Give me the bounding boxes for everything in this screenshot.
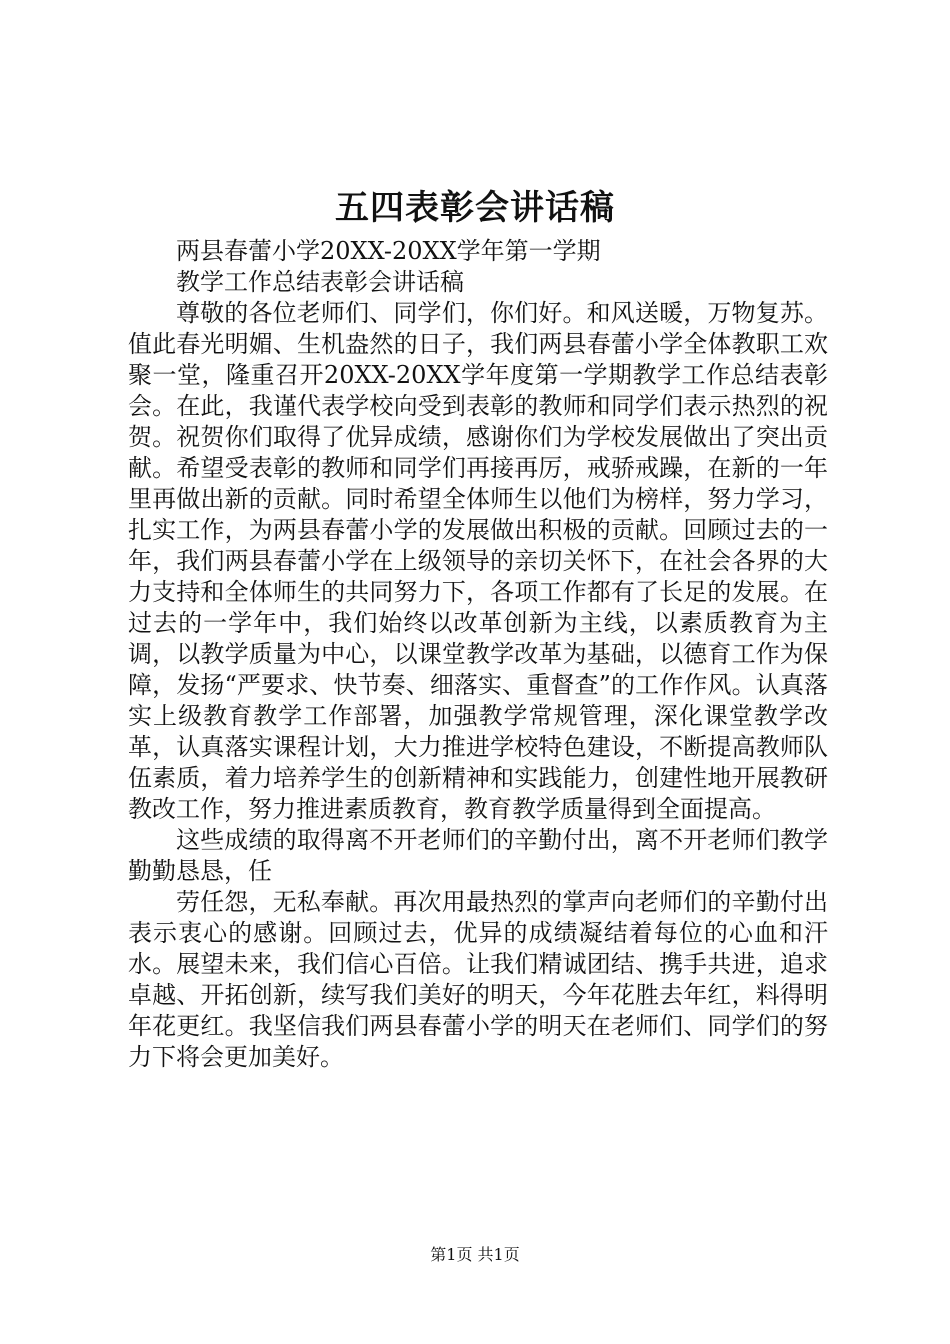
paragraph-report-title: 教学工作总结表彰会讲话稿 (176, 268, 464, 296)
document-title: 五四表彰会讲话稿 (335, 188, 615, 228)
document-body (128, 236, 828, 1073)
paragraph-closing: 劳任怨，无私奉献。再次用最热烈的掌声向老师们的辛勤付出表示衷心的感谢。回顾过去，优异的成绩凝结着每位的心血和汗水。展望未来，我们信心百倍。让我们精诚团结、携手共进，追求卓越、开拓创新，续写我们美好的明天，今年花胜去年红，料得明年花更红。我坚信我们两县春蕾小学的明天在老师们、同学们的努力下将会更加美好。 (128, 888, 828, 1071)
paragraph-school-heading: 两县春蕾小学20XX-20XX学年第一学期 (176, 237, 601, 265)
page-number-footer: 第1页 共1页 (430, 1245, 520, 1264)
paragraph-achievements: 这些成绩的取得离不开老师们的辛勤付出，离不开老师们教学勤勤恳恳，任 (128, 826, 828, 885)
paragraph-main-speech: 尊敬的各位老师们、同学们，你们好。和风送暖，万物复苏。值此春光明媚、生机盎然的日子，我们两县春蕾小学全体教职工欢聚一堂，隆重召开20XX-20XX学年度第一学期教学工作总结表彰会。在此，我谨代表学校向受到表彰的教师和同学们表示热烈的祝贺。祝贺你们取得了优异成绩，感谢你们为学校发展做出了突出贡献。希望受表彰的教师和同学们再接再厉，戒骄戒躁，在新的一年里再做出新的贡献。同时希望全体师生以他们为榜样，努力学习，扎实工作，为两县春蕾小学的发展做出积极的贡献。回顾过去的一年，我们两县春蕾小学在上级领导的亲切关怀下，在社会各界的大力支持和全体师生的共同努力下，各项工作都有了长足的发展。在过去的一学年中，我们始终以改革创新为主线，以素质教育为主调，以教学质量为中心，以课堂教学改革为基础，以德育工作为保障，发扬“严要求、快节奏、细落实、重督查”的工作作风。认真落实上级教育教学工作部署，加强教学常规管理，深化课堂教学改革，认真落实课程计划，大力推进学校特色建设，不断提高教师队伍素质，着力培养学生的创新精神和实践能力，创建性地开展教研教改工作，努力推进素质教育，教育教学质量得到全面提高。 (128, 299, 828, 823)
